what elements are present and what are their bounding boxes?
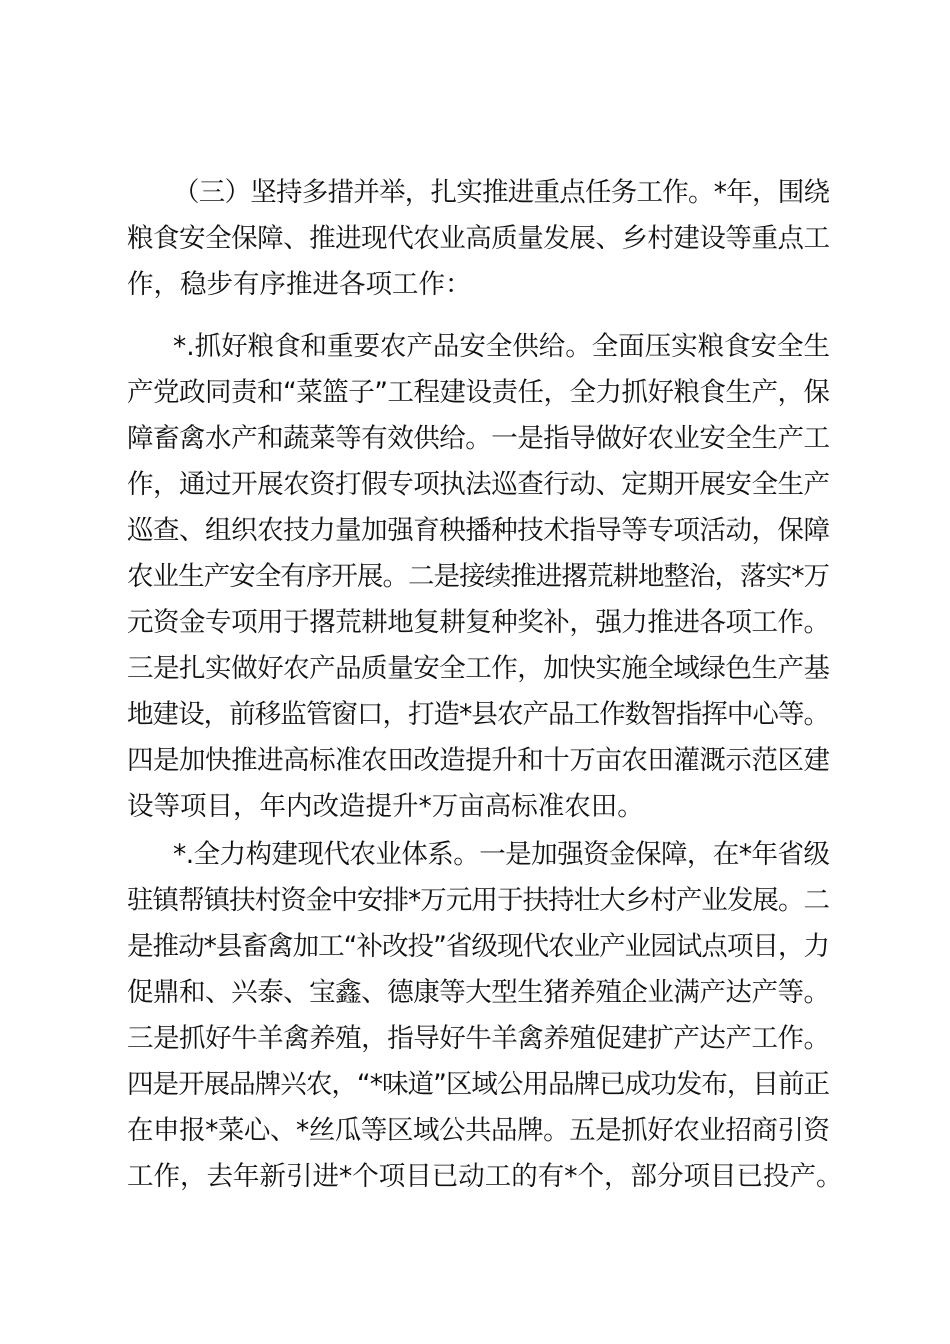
- paragraph-line: 四是开展品牌兴农，“*味道”区域公用品牌已成功发布，目前正: [127, 1069, 830, 1100]
- paragraph-line: 作，通过开展农资打假专项执法巡查行动、定期开展安全生产: [127, 469, 830, 500]
- paragraph-line: 产党政同责和“菜篮子”工程建设责任，全力抓好粮食生产，保: [127, 377, 830, 408]
- paragraph-line: 粮食安全保障、推进现代农业高质量发展、乡村建设等重点工: [127, 223, 830, 254]
- paragraph-line: 在申报*菜心、*丝瓜等区域公共品牌。五是抓好农业招商引资: [127, 1115, 830, 1146]
- paragraph-line: 驻镇帮镇扶村资金中安排*万元用于扶持壮大乡村产业发展。二: [127, 885, 830, 916]
- paragraph-line: 三是抓好牛羊禽养殖，指导好牛羊禽养殖促建扩产达产工作。: [127, 1023, 830, 1054]
- paragraph-line: *.抓好粮食和重要农产品安全供给。全面压实粮食安全生: [173, 331, 830, 362]
- paragraph-line: *.全力构建现代农业体系。一是加强资金保障，在*年省级: [173, 839, 830, 870]
- paragraph-line: （三）坚持多措并举，扎实推进重点任务工作。*年，围绕: [173, 177, 830, 208]
- paragraph-line: 元资金专项用于撂荒耕地复耕复种奖补，强力推进各项工作。: [127, 607, 830, 638]
- paragraph-line: 巡查、组织农技力量加强育秧播种技术指导等专项活动，保障: [127, 515, 830, 546]
- paragraph-line: 设等项目，年内改造提升*万亩高标准农田。: [127, 791, 644, 822]
- paragraph-line: 四是加快推进高标准农田改造提升和十万亩农田灌溉示范区建: [127, 745, 830, 776]
- paragraph-line: 促鼎和、兴泰、宝鑫、德康等大型生猪养殖企业满产达产等。: [127, 977, 830, 1008]
- paragraph-line: 农业生产安全有序开展。二是接续推进撂荒耕地整治，落实*万: [127, 561, 830, 592]
- paragraph-line: 是推动*县畜禽加工“补改投”省级现代农业产业园试点项目，力: [127, 931, 830, 962]
- paragraph-line: 三是扎实做好农产品质量安全工作，加快实施全域绿色生产基: [127, 653, 830, 684]
- paragraph-line: 作，稳步有序推进各项工作：: [127, 269, 472, 300]
- paragraph-line: 障畜禽水产和蔬菜等有效供给。一是指导做好农业安全生产工: [127, 423, 830, 454]
- paragraph-line: 地建设，前移监管窗口，打造*县农产品工作数智指挥中心等。: [127, 699, 830, 730]
- paragraph-line: 工作，去年新引进*个项目已动工的有*个，部分项目已投产。: [127, 1161, 843, 1192]
